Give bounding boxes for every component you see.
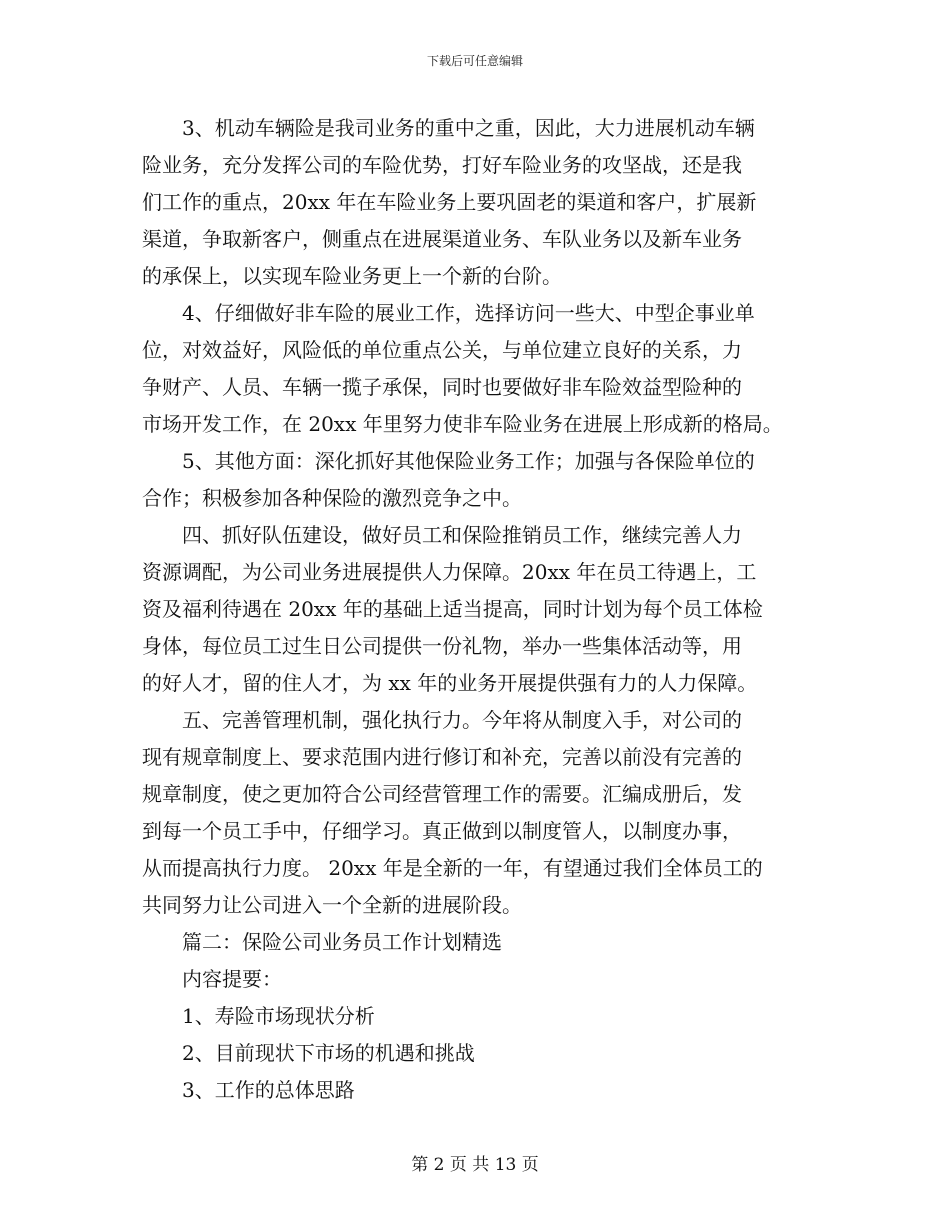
- paragraph-section-five: 五、完善管理机制，强化执行力。今年将从制度入手，对公司的 现有规章制度上、要求范围内进行修订和补充，完善以前没有完善的 规章制度，使之更加符合公司经营管理工作的需要。汇编成册后，发 到每一个员工手中，仔细学习。真正做到以制度管人，以制度办事， 从而提高执行力度。 20xx 年是全新的一年，有望通过我们全体员工的 共同努力让公司进入一个全新的进展阶段。: [142, 708, 763, 917]
- paragraph-item-4: 4、仔细做好非车险的展业工作，选择访问一些大、中型企事业单 位，对效益好，风险低的单位重点公关，与单位建立良好的关系，力 争财产、人员、车辆一揽子承保，同时也要做好非车险效益型险种的 市场开发工作，在 20xx 年里努力使非车险业务在进展上形成新的格局。: [142, 301, 783, 436]
- summary-label: 内容提要：: [182, 967, 282, 991]
- document-body: [142, 110, 822, 1109]
- summary-item-1: 1、寿险市场现状分析: [182, 1004, 375, 1028]
- paragraph-item-5: 5、其他方面：深化抓好其他保险业务工作；加强与各保险单位的 合作；积极参加各种保险的激烈竞争之中。: [142, 449, 755, 510]
- paragraph-item-3: 3、机动车辆险是我司业务的重中之重，因此，大力进展机动车辆 险业务，充分发挥公司的车险优势，打好车险业务的攻坚战，还是我 们工作的重点，20xx 年在车险业务上要巩固老的渠道和客户，扩展新 渠道，争取新客户，侧重点在进展渠道业务、车队业务以及新车业务 的承保上，以实现车险业务更上一个新的台阶。: [142, 116, 757, 288]
- chapter-two-title: 篇二：保险公司业务员工作计划精选: [182, 930, 502, 954]
- page-header: 下载后可任意编辑: [426, 54, 523, 68]
- page-number-footer: 第 2 页 共 13 页: [411, 1155, 539, 1175]
- summary-item-2: 2、目前现状下市场的机遇和挑战: [182, 1041, 475, 1065]
- summary-item-3: 3、工作的总体思路: [182, 1078, 355, 1102]
- paragraph-section-four: 四、抓好队伍建设，做好员工和保险推销员工作，继续完善人力 资源调配，为公司业务进展提供人力保障。20xx 年在员工待遇上，工 资及福利待遇在 20xx 年的基础上适当提高，同时计划为每个员工体检 身体，每位员工过生日公司提供一份礼物，举办一些集体活动等，用 的好人才，留的住人才，为 xx 年的业务开展提供强有力的人力保障。: [142, 523, 763, 695]
